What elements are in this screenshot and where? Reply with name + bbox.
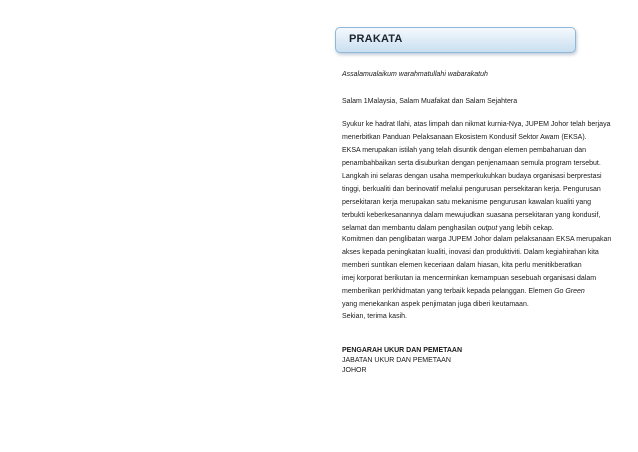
paragraph-line: akses kepada peningkatan kualiti, inovasi dan produktiviti. Dalam kegiahirahan kita — [342, 249, 599, 256]
paragraph-line: tinggi, berkualiti dan berinovatif melalui pengurusan persekitaran kerja. Pengurusan — [342, 186, 601, 193]
paragraph-line: Syukur ke hadrat Ilahi, atas limpah dan nikmat kurnia-Nya, JUPEM Johor telah berjaya — [342, 121, 611, 128]
paragraph-line: Komitmen dan penglibatan warga JUPEM Johor dalam pelaksanaan EKSA merupakan — [342, 236, 612, 243]
paragraph-line — [342, 285, 615, 298]
italic-term: output — [477, 225, 498, 232]
paragraph-line: imej korporat berikutan ia mencerminkan kemampuan sesebuah organisasi dalam — [342, 275, 597, 282]
paragraph-line: menerbitkan Panduan Pelaksanaan Ekosistem Kondusif Sektor Awam (EKSA). — [342, 134, 587, 141]
paragraph-line: yang menekankan aspek penjimatan juga diberi keutamaan. — [342, 301, 529, 308]
paragraph-line: memberi suntikan elemen keceriaan dalam hiasan, kita perlu menitikberatkan — [342, 262, 582, 269]
signature-department: JABATAN UKUR DAN PEMETAAN — [342, 357, 451, 364]
signature-block — [342, 346, 615, 376]
signature-title: PENGARAH UKUR DAN PEMETAAN — [342, 347, 463, 354]
salam-line: Salam 1Malaysia, Salam Muafakat dan Salam Sejahtera — [342, 98, 518, 105]
paragraph-line: terbukti keberkesanannya dalam mewujudkan suasana persekitaran yang kondusif, — [342, 212, 601, 219]
paragraph-line: penambahbaikan serta disuburkan dengan penjenamaan semula program tersebut. — [342, 160, 601, 167]
greeting-line: Assalamualaikum warahmatullahi wabarakatuh — [342, 71, 488, 78]
signature-state: JOHOR — [342, 367, 367, 374]
paragraph-line: Langkah ini selaras dengan usaha memperkukuhkan budaya organisasi berprestasi — [342, 173, 602, 180]
text-run: yang lebih cekap. — [497, 225, 554, 232]
paragraph-line: persekitaran kerja merupakan satu mekanisme pengurusan kawalan kualiti yang — [342, 199, 592, 206]
text-run: selamat dan membantu dalam penghasilan — [342, 225, 478, 232]
paragraph-line: EKSA merupakan istilah yang telah disuntik dengan elemen pembaharuan dan — [342, 147, 586, 154]
heading-banner — [335, 27, 576, 53]
page-title: PRAKATA — [349, 33, 403, 45]
closing-line: Sekian, terima kasih. — [342, 313, 407, 320]
paragraph-1 — [342, 118, 615, 235]
paragraph-2 — [342, 233, 615, 311]
text-run: memberikan perkhidmatan yang terbaik kepada pelanggan. Elemen — [342, 288, 555, 295]
italic-term: Go Green — [554, 288, 585, 295]
